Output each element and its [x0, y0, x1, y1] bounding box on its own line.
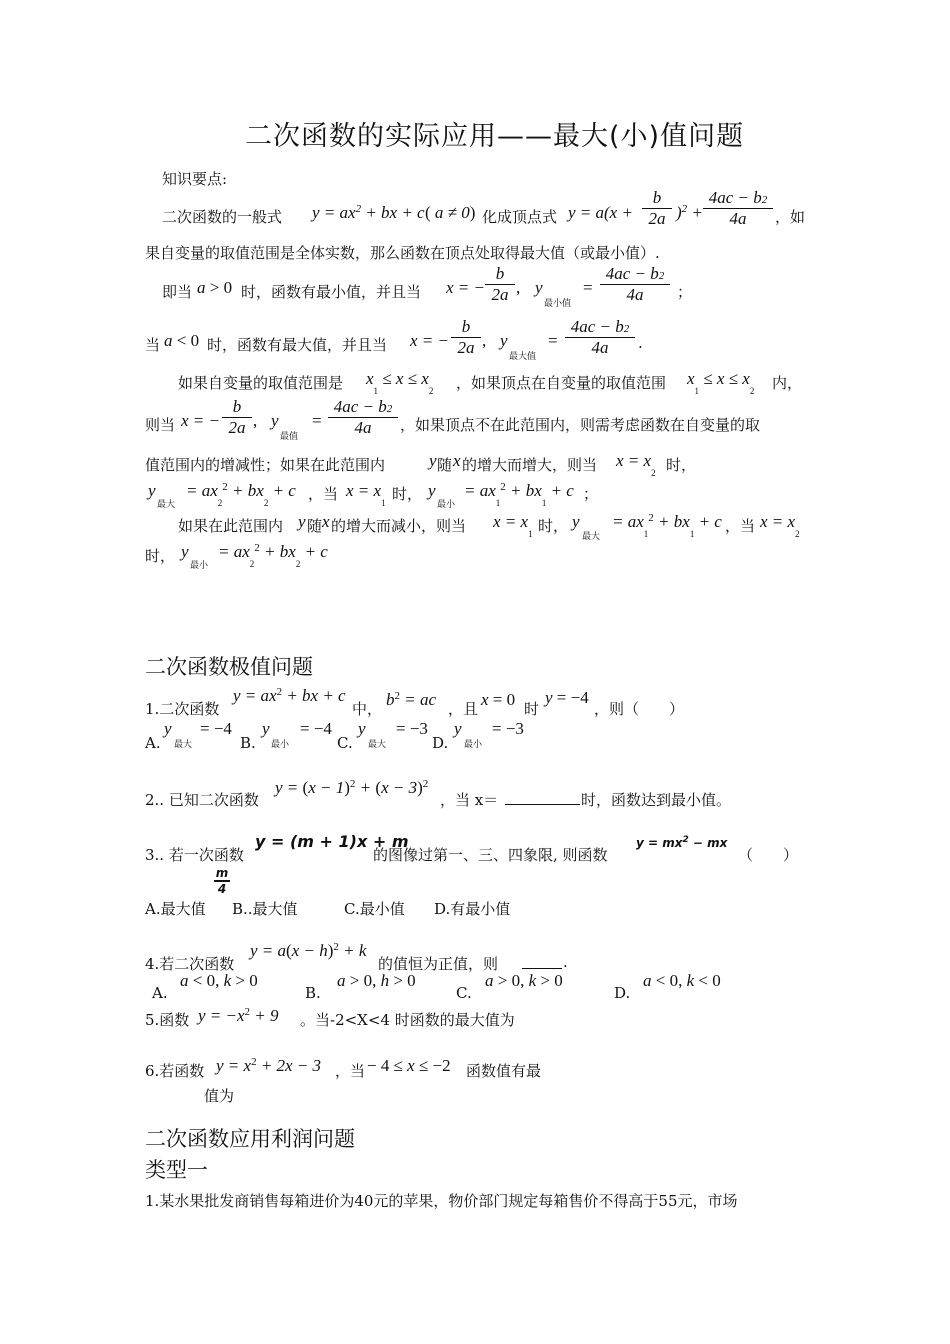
q4-text-c: .: [563, 953, 568, 971]
p4-text-c: 内，: [772, 374, 803, 392]
q1-prefix: 1.二次函数: [145, 700, 220, 718]
p5-text-c: 的增大而减小，则当: [331, 517, 467, 535]
q1-text-b: 中，: [352, 700, 383, 718]
q5-text-b: 。当-2<X<4 时函数的最大值为: [300, 1011, 515, 1029]
q3-option-c: C.最小值: [344, 900, 405, 918]
q1-option-d-sub: 最小: [464, 740, 483, 750]
section-heading-extremes: 二次函数极值问题: [145, 655, 313, 679]
formula-y-x1: = $ax_1^2 + bx_1 + c$: [612, 512, 722, 539]
q6-text-b: ，当: [335, 1062, 366, 1080]
p3-text-b: 时，函数有最大值，并且当: [207, 336, 388, 354]
p5-text-f: 时，: [145, 547, 176, 565]
q6-text-d: 值为: [204, 1087, 235, 1105]
formula-y-x1: = $ax_1^2 + bx_1 + c$: [464, 481, 574, 508]
q3-linear-formula: y = (m + 1)x + m: [255, 832, 409, 851]
p4-text-k: 时，: [392, 485, 423, 503]
q1-condition: $b^2$ = ac: [386, 690, 437, 709]
formula-x-eq-x2: $x = x_2$: [616, 451, 656, 478]
q1-option-b-y: y: [262, 719, 270, 738]
q3-option-a: A.最大值: [145, 900, 206, 918]
y-min-subscript: 最小: [437, 500, 456, 510]
q1-text-d: 时: [524, 700, 540, 718]
formula-vertex: y = a(x +: [568, 203, 633, 222]
p1-text-c: ，如: [775, 208, 806, 226]
q1-y-value: y = −4: [545, 688, 589, 707]
frac-4ac-b2-4a: $\frac{4ac - b2}{4a}$: [328, 397, 398, 438]
page-title: 二次函数的实际应用——最大(小)值问题: [245, 121, 745, 152]
comma: ,: [516, 278, 521, 297]
formula-x-eq: x = −: [410, 331, 449, 350]
formula-y-x2: = $ax_2^2 + bx_2 + c$: [218, 542, 328, 569]
q3-option-b: B..最大值: [232, 900, 298, 918]
p4-text-f: 值范围内的增减性；如果在此范围内: [145, 456, 386, 474]
y-max-subscript: 最大: [157, 500, 176, 510]
q2-formula: $y = (x - 1)^2 + (x - 3)^2$: [275, 778, 429, 797]
p4-text-d: 则当: [145, 416, 176, 434]
y-min-subscript: 最小值: [544, 299, 572, 309]
q3-frac-m-4: m 4: [215, 866, 229, 896]
q1-option-d-value: = −3: [492, 719, 524, 738]
q2-answer-blank[interactable]: [505, 789, 580, 804]
q1-option-a-label: A.: [145, 734, 161, 752]
y-min-symbol: y: [428, 481, 436, 500]
y-min-subscript: 最小: [190, 561, 209, 571]
q1-x0: x = 0: [481, 690, 516, 709]
q4-option-c-label: C.: [456, 984, 472, 1002]
q1-option-c-sub: 最大: [368, 740, 387, 750]
y-min-symbol: y: [535, 278, 543, 297]
p4-text-a: 如果自变量的取值范围是: [178, 374, 344, 392]
q1-option-a-y: y: [164, 719, 172, 738]
q1-option-c-label: C.: [337, 734, 353, 752]
q3-quadratic-formula: $y = mx^2$ − mx: [636, 835, 728, 850]
knowledge-heading: 知识要点:: [162, 170, 228, 188]
p4-text-l: ；: [583, 485, 599, 503]
var-y: y: [429, 451, 437, 470]
formula-x-eq-x1: $x = x_1$: [493, 512, 533, 539]
q1-option-b-value: = −4: [300, 719, 332, 738]
formula-x-eq: x = −: [446, 278, 485, 297]
p4-text-e: ，如果顶点不在此范围内，则需考虑函数在自变量的取: [400, 416, 761, 434]
frac-b-2a: $\frac{b}{2a}$: [222, 397, 252, 438]
y-extreme-subscript: 最值: [280, 432, 299, 442]
q1-text-c: ，且: [448, 700, 479, 718]
q2-text-c: 时，函数达到最小值。: [581, 791, 732, 809]
formula-a-lt-0: a < 0: [164, 331, 200, 350]
q3-text-c: （ ）: [738, 846, 799, 864]
p1-text-a: 二次函数的一般式: [162, 208, 283, 226]
formula-a-gt-0: a > 0: [197, 278, 233, 297]
frac-b-2a: $\frac{b}{2a}$: [485, 264, 515, 305]
p5-text-a: 如果在此范围内: [178, 517, 284, 535]
q3-text-b: 的图像过第一、三、四象限, 则函数: [373, 846, 608, 864]
var-x: x: [453, 451, 461, 470]
equals: =: [583, 278, 593, 297]
q4-text-b: 的值恒为正值，则: [378, 955, 499, 973]
var-x: x: [322, 512, 330, 531]
formula-sq-plus: )$^2$ +: [676, 203, 703, 222]
q1-formula: $y = ax^2$ + bx + c: [233, 686, 346, 705]
p5-text-b: 随: [307, 517, 323, 535]
q6-formula: $y = x^2 + 2x - 3$: [216, 1056, 322, 1075]
q7-text: 1.某水果批发商销售每箱进价为40元的苹果，物价部门规定每箱售价不得高于55元，市场: [145, 1192, 738, 1210]
q4-option-a-value: a < 0, k > 0: [180, 971, 258, 990]
q4-option-d-value: a < 0, k < 0: [643, 971, 721, 990]
formula-range: $x_1 \le x \le x_2$: [366, 369, 434, 396]
p2-text-b: 时，函数有最小值，并且当: [241, 283, 422, 301]
p2-end: ；: [677, 283, 693, 301]
formula-x-eq-x2: $x = x_2$: [760, 512, 800, 539]
formula-x-eq-x1: $x = x_1$: [346, 481, 386, 508]
q6-range: − 4 ≤ x ≤ −2: [367, 1056, 451, 1075]
comma: ,: [482, 331, 487, 350]
p5-text-e: ，当: [725, 517, 756, 535]
q4-option-c-value: a > 0, k > 0: [485, 971, 563, 990]
subsection-type-one: 类型一: [145, 1158, 208, 1182]
formula-range: $x_1 \le x \le x_2$: [687, 369, 755, 396]
section-heading-profit: 二次函数应用利润问题: [145, 1127, 355, 1151]
frac-b-2a: $\frac{b}{2a}$: [451, 317, 481, 358]
q1-option-b-sub: 最小: [271, 740, 290, 750]
y-max-symbol: y: [572, 512, 580, 531]
q1-option-c-y: y: [358, 719, 366, 738]
q4-option-a-label: A.: [152, 984, 168, 1002]
q1-option-b-label: B.: [240, 734, 256, 752]
y-max-symbol: y: [148, 481, 156, 500]
q3-prefix: 3.. 若一次函数: [145, 846, 244, 864]
y-extreme-symbol: y: [271, 411, 279, 430]
comma: ,: [253, 411, 258, 430]
q4-option-b-label: B.: [305, 984, 321, 1002]
q1-option-d-label: D.: [432, 734, 449, 752]
formula-y-x2: = $ax_2^2 + bx_2 + c$: [186, 481, 296, 508]
y-min-symbol: y: [181, 542, 189, 561]
q1-text-e: ，则（ ）: [594, 700, 685, 718]
p3-end: .: [638, 334, 643, 352]
p2-text-a: 即当: [162, 283, 193, 301]
y-max-symbol: y: [500, 331, 508, 350]
q1-option-a-value: = −4: [200, 719, 232, 738]
p4-text-g: 随: [437, 456, 453, 474]
q5-prefix: 5.函数: [145, 1011, 190, 1029]
q4-option-b-value: a > 0, h > 0: [337, 971, 416, 990]
frac-4ac-b2-4a: $\frac{4ac - b2}{4a}$: [565, 317, 635, 358]
q1-option-a-sub: 最大: [174, 740, 193, 750]
q6-prefix: 6.若函数: [145, 1062, 205, 1080]
p1-text-b: 化成顶点式: [482, 208, 558, 226]
q4-formula: $y = a(x - h)^2 + k$: [250, 941, 367, 960]
p4-text-j: ，当: [308, 485, 339, 503]
p1-text-d: 果自变量的取值范围是全体实数，那么函数在顶点处取得最大值（或最小值）.: [145, 244, 660, 262]
q4-prefix: 4.若二次函数: [145, 955, 235, 973]
q2-prefix: 2.. 已知二次函数: [145, 791, 259, 809]
p4-text-h: 的增大而增大，则当: [462, 456, 598, 474]
q3-option-d: D.有最小值: [434, 900, 511, 918]
formula-x-eq: x = −: [181, 411, 220, 430]
frac-b-2a: $\frac{b}{2a}$: [642, 188, 672, 229]
q2-text-b: ，当 x＝: [440, 791, 499, 809]
q5-formula: $y = -x^2 + 9$: [198, 1006, 279, 1025]
p3-text-a: 当: [145, 336, 161, 354]
equals: =: [548, 331, 558, 350]
formula-general: $y = ax^2$ + bx + c: [312, 203, 425, 222]
y-max-subscript: 最大值: [509, 352, 537, 362]
y-max-subscript: 最大: [582, 532, 601, 542]
var-y: y: [298, 512, 306, 531]
p4-text-b: ，如果顶点在自变量的取值范围: [456, 374, 667, 392]
p4-text-i: 时，: [666, 456, 697, 474]
formula-a-ne-0: ( a ≠ 0): [425, 203, 476, 222]
equals: =: [312, 411, 322, 430]
q1-option-c-value: = −3: [396, 719, 428, 738]
q4-answer-blank[interactable]: [522, 953, 562, 968]
q1-option-d-y: y: [454, 719, 462, 738]
q6-text-c: 函数值有最: [466, 1062, 542, 1080]
p5-text-d: 时，: [538, 517, 569, 535]
frac-4ac-b2-4a: $\frac{4ac - b2}{4a}$: [703, 188, 773, 229]
frac-4ac-b2-4a: $\frac{4ac - b2}{4a}$: [600, 264, 670, 305]
q4-option-d-label: D.: [614, 984, 631, 1002]
